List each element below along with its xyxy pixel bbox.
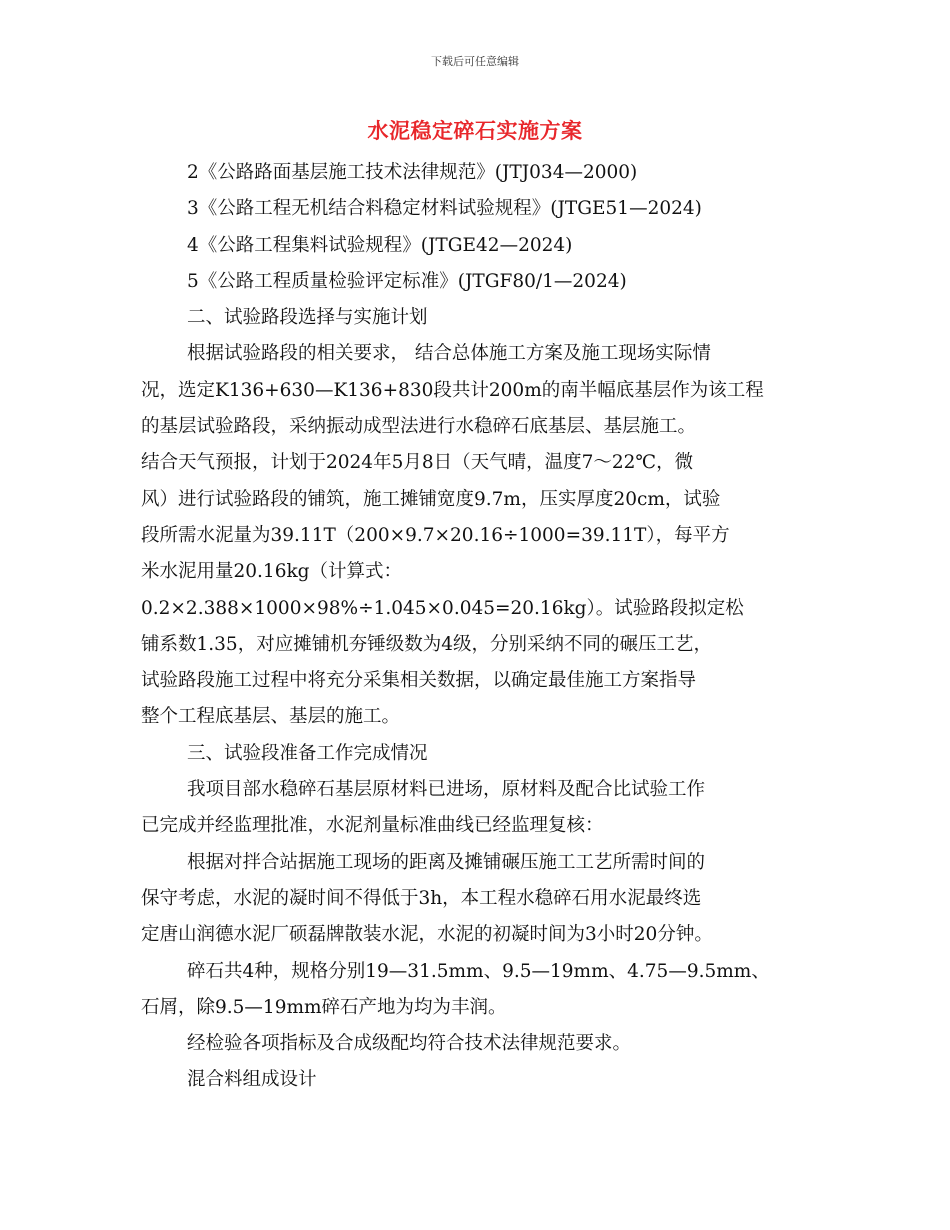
text-line: 根据试验路段的相关要求， 结合总体施工方案及施工现场实际情 — [187, 343, 711, 365]
text-line: 整个工程底基层、基层的施工。 — [141, 706, 401, 728]
text-line: 三、试验段准备工作完成情况 — [187, 742, 428, 764]
text-line: 我项目部水稳碎石基层原材料已进场，原材料及配合比试验工作 — [187, 779, 706, 801]
text-line: 二、试验路段选择与实施计划 — [187, 307, 428, 329]
text-line: 铺系数1.35，对应摊铺机夯锤级数为4级，分别采纳不同的碾压工艺， — [141, 633, 712, 655]
document-body — [141, 155, 813, 1099]
text-line: 定唐山润德水泥厂硕磊牌散装水泥，水泥的初凝时间为3小时20分钟。 — [141, 924, 713, 946]
text-line: 米水泥用量20.16kg（计算式： — [141, 561, 403, 583]
text-line: 5《公路工程质量检验评定标准》(JTGF80/1—2024) — [187, 270, 627, 292]
text-line: 混合料组成设计 — [187, 1069, 317, 1091]
text-line: 已完成并经监理批准，水泥剂量标准曲线已经监理复核： — [141, 815, 604, 837]
text-line: 经检验各项指标及合成级配均符合技术法律规范要求。 — [187, 1033, 632, 1055]
text-line: 4《公路工程集料试验规程》(JTGE42—2024) — [187, 234, 573, 256]
text-line: 保守考虑，水泥的凝时间不得低于3h，本工程水稳碎石用水泥最终选 — [141, 887, 702, 909]
text-line: 2《公路路面基层施工技术法律规范》(JTJ034—2000) — [187, 162, 638, 183]
page-header: 下载后可任意编辑 — [431, 55, 519, 68]
text-line: 结合天气预报，计划于2024年5月8日（天气晴，温度7～22℃，微 — [141, 452, 694, 474]
text-line: 段所需水泥量为39.11T（200×9.7×20.16÷1000=39.11T），每平方 — [141, 524, 730, 546]
text-line: 试验路段施工过程中将充分采集相关数据，以确定最佳施工方案指导 — [141, 670, 697, 692]
text-line: 0.2×2.388×1000×98%÷1.045×0.045=20.16kg）。试验路段拟定松 — [141, 597, 744, 619]
text-line: 3《公路工程无机结合料稳定材料试验规程》(JTGE51—2024) — [187, 198, 702, 220]
text-line: 况，选定K136+630—K136+830段共计200m的南半幅底基层作为该工程 — [141, 379, 764, 401]
text-line: 的基层试验路段，采纳振动成型法进行水稳碎石底基层、基层施工。 — [141, 416, 697, 438]
text-line: 风）进行试验路段的铺筑，施工摊铺宽度9.7m，压实厚度20cm，试验 — [141, 488, 721, 510]
text-line: 碎石共4种，规格分别19—31.5mm、9.5—19mm、4.75—9.5mm、 — [187, 960, 770, 982]
document-title: 水泥稳定碎石实施方案 — [367, 119, 583, 143]
text-line: 石屑，除9.5—19mm碎石产地为均为丰润。 — [141, 996, 507, 1018]
text-line: 根据对拌合站据施工现场的距离及摊铺碾压施工工艺所需时间的 — [187, 851, 706, 873]
